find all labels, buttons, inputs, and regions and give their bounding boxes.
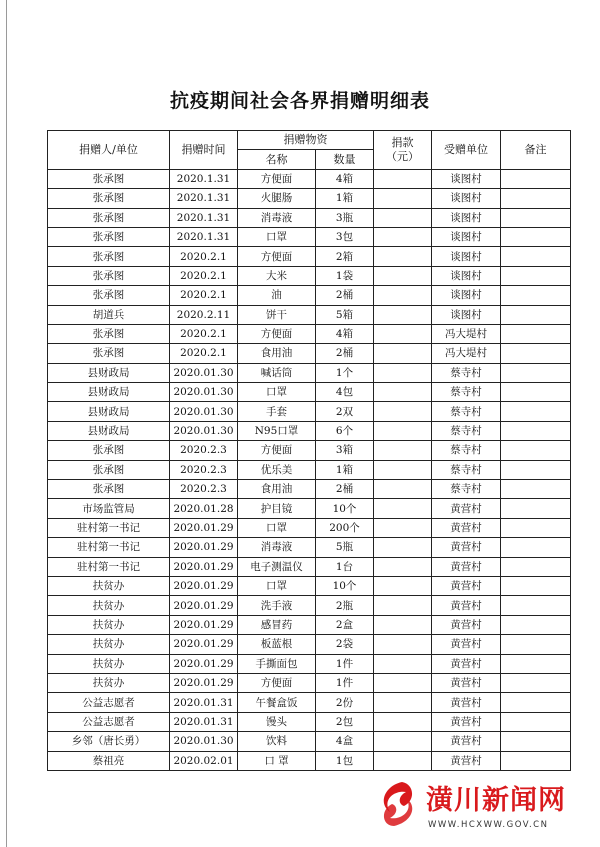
table-row: [48, 324, 571, 343]
cell-receiver: 黄营村: [432, 712, 501, 731]
header-receiver: 受赠单位: [432, 131, 501, 170]
cell-date: 2020.01.30: [170, 421, 238, 440]
cell-donor: 张承图: [48, 480, 170, 499]
cell-item: 午餐盒饭: [238, 693, 316, 712]
cell-donor: 扶贫办: [48, 654, 170, 673]
cell-receiver: 黄营村: [432, 538, 501, 557]
cell-receiver: 蔡寺村: [432, 460, 501, 479]
cell-donor: 公益志愿者: [48, 693, 170, 712]
cell-item: 口罩: [238, 227, 316, 246]
cell-donor: 胡道兵: [48, 305, 170, 324]
cell-note: [501, 266, 571, 285]
cell-note: [501, 402, 571, 421]
cell-receiver: 黄营村: [432, 576, 501, 595]
cell-qty: 1包: [316, 751, 374, 770]
table-row: [48, 538, 571, 557]
cell-date: 2020.01.29: [170, 557, 238, 576]
cell-note: [501, 518, 571, 537]
table-row: [48, 189, 571, 208]
cell-cash: [374, 402, 432, 421]
cell-item: 方便面: [238, 169, 316, 188]
cell-note: [501, 383, 571, 402]
cell-note: [501, 247, 571, 266]
cell-note: [501, 286, 571, 305]
cell-donor: 公益志愿者: [48, 712, 170, 731]
cell-qty: 3包: [316, 227, 374, 246]
cell-qty: 1个: [316, 363, 374, 382]
cell-cash: [374, 460, 432, 479]
cell-donor: 张承图: [48, 247, 170, 266]
cell-date: 2020.01.31: [170, 693, 238, 712]
cell-qty: 2袋: [316, 635, 374, 654]
cell-item: 板蓝根: [238, 635, 316, 654]
cell-qty: 2箱: [316, 247, 374, 266]
cell-date: 2020.1.31: [170, 169, 238, 188]
cell-donor: 张承图: [48, 324, 170, 343]
cell-note: [501, 751, 571, 770]
table-row: [48, 402, 571, 421]
cell-donor: 扶贫办: [48, 673, 170, 692]
cell-note: [501, 324, 571, 343]
cell-note: [501, 480, 571, 499]
cell-date: 2020.1.31: [170, 208, 238, 227]
table-row: [48, 518, 571, 537]
cell-date: 2020.02.01: [170, 751, 238, 770]
cell-donor: 张承图: [48, 189, 170, 208]
cell-cash: [374, 480, 432, 499]
table-row: [48, 615, 571, 634]
cell-donor: 市场监管局: [48, 499, 170, 518]
cell-note: [501, 227, 571, 246]
cell-note: [501, 712, 571, 731]
cell-cash: [374, 596, 432, 615]
table-row: [48, 576, 571, 595]
cell-item: 食用油: [238, 344, 316, 363]
cell-qty: 2份: [316, 693, 374, 712]
table-row: [48, 557, 571, 576]
cell-donor: 驻村第一书记: [48, 518, 170, 537]
watermark-logo: [372, 776, 582, 840]
cell-cash: [374, 227, 432, 246]
cell-qty: 2桶: [316, 344, 374, 363]
cell-donor: 扶贫办: [48, 596, 170, 615]
cell-item: 洗手液: [238, 596, 316, 615]
page-left-border: [6, 0, 7, 847]
cell-item: 饼干: [238, 305, 316, 324]
cell-item: 口罩: [238, 383, 316, 402]
table-row: [48, 712, 571, 731]
table-row: [48, 286, 571, 305]
cell-item: 喊话筒: [238, 363, 316, 382]
cell-item: 护目镜: [238, 499, 316, 518]
cell-note: [501, 673, 571, 692]
cell-cash: [374, 499, 432, 518]
cell-donor: 驻村第一书记: [48, 557, 170, 576]
table-row: [48, 460, 571, 479]
cell-qty: 1袋: [316, 266, 374, 285]
cell-date: 2020.01.29: [170, 596, 238, 615]
cell-date: 2020.1.31: [170, 189, 238, 208]
cell-item: 感冒药: [238, 615, 316, 634]
table-row: [48, 499, 571, 518]
cell-qty: 1件: [316, 673, 374, 692]
cell-item: 食用油: [238, 480, 316, 499]
table-row: [48, 227, 571, 246]
cell-donor: 张承图: [48, 208, 170, 227]
cell-qty: 2桶: [316, 480, 374, 499]
cell-donor: 驻村第一书记: [48, 538, 170, 557]
cell-date: 2020.01.29: [170, 654, 238, 673]
cell-receiver: 黄营村: [432, 654, 501, 673]
cell-cash: [374, 344, 432, 363]
cell-note: [501, 499, 571, 518]
cell-item: 饮料: [238, 732, 316, 751]
cell-cash: [374, 421, 432, 440]
cell-cash: [374, 247, 432, 266]
cell-date: 2020.01.30: [170, 363, 238, 382]
cell-cash: [374, 538, 432, 557]
cell-item: 油: [238, 286, 316, 305]
cell-date: 2020.01.30: [170, 402, 238, 421]
cell-note: [501, 305, 571, 324]
cell-receiver: 谈图村: [432, 189, 501, 208]
cell-date: 2020.01.29: [170, 518, 238, 537]
cell-note: [501, 732, 571, 751]
cell-receiver: 蔡寺村: [432, 421, 501, 440]
cell-cash: [374, 169, 432, 188]
cell-note: [501, 538, 571, 557]
cell-qty: 5箱: [316, 305, 374, 324]
cell-donor: 县财政局: [48, 383, 170, 402]
cell-qty: 4箱: [316, 169, 374, 188]
cell-receiver: 黄营村: [432, 673, 501, 692]
cell-note: [501, 693, 571, 712]
cell-date: 2020.01.30: [170, 732, 238, 751]
cell-cash: [374, 441, 432, 460]
cell-receiver: 蔡寺村: [432, 383, 501, 402]
cell-qty: 2盒: [316, 615, 374, 634]
cell-receiver: 谈图村: [432, 286, 501, 305]
table-row: [48, 635, 571, 654]
cell-receiver: 谈图村: [432, 169, 501, 188]
header-cash: 捐款 （元）: [374, 131, 432, 170]
watermark-brand: 潢川新闻网: [426, 785, 566, 816]
cell-date: 2020.2.1: [170, 286, 238, 305]
cell-note: [501, 169, 571, 188]
cell-cash: [374, 712, 432, 731]
cell-cash: [374, 518, 432, 537]
cell-qty: 4包: [316, 383, 374, 402]
cell-item: 手撕面包: [238, 654, 316, 673]
cell-qty: 2瓶: [316, 596, 374, 615]
cell-cash: [374, 305, 432, 324]
cell-date: 2020.2.1: [170, 266, 238, 285]
cell-cash: [374, 189, 432, 208]
table-row: [48, 247, 571, 266]
cell-receiver: 冯大堤村: [432, 324, 501, 343]
cell-receiver: 谈图村: [432, 227, 501, 246]
cell-note: [501, 615, 571, 634]
table-body: [48, 169, 571, 770]
header-date: 捐赠时间: [170, 131, 238, 170]
cell-item: N95口罩: [238, 421, 316, 440]
header-goods-qty: 数量: [316, 150, 374, 169]
cell-item: 口罩: [238, 576, 316, 595]
cell-receiver: 谈图村: [432, 247, 501, 266]
cell-donor: 蔡祖亮: [48, 751, 170, 770]
cell-donor: 张承图: [48, 460, 170, 479]
cell-note: [501, 460, 571, 479]
cell-qty: 6个: [316, 421, 374, 440]
cell-receiver: 黄营村: [432, 732, 501, 751]
cell-receiver: 谈图村: [432, 305, 501, 324]
cell-qty: 4箱: [316, 324, 374, 343]
cell-date: 2020.2.1: [170, 324, 238, 343]
cell-date: 2020.01.29: [170, 538, 238, 557]
cell-date: 2020.2.3: [170, 441, 238, 460]
cell-item: 方便面: [238, 441, 316, 460]
donation-table: [47, 130, 571, 771]
table-row: [48, 169, 571, 188]
cell-donor: 县财政局: [48, 402, 170, 421]
table-row: [48, 751, 571, 770]
cell-donor: 县财政局: [48, 363, 170, 382]
cell-receiver: 黄营村: [432, 615, 501, 634]
cell-note: [501, 189, 571, 208]
cell-cash: [374, 751, 432, 770]
cell-note: [501, 441, 571, 460]
cell-note: [501, 363, 571, 382]
cell-qty: 1件: [316, 654, 374, 673]
cell-date: 2020.01.29: [170, 615, 238, 634]
cell-donor: 乡邻（唐长勇）: [48, 732, 170, 751]
cell-donor: 扶贫办: [48, 576, 170, 595]
table-row: [48, 363, 571, 382]
watermark-url: WWW.HCXWW.GOV.CN: [428, 820, 549, 830]
cell-receiver: 蔡寺村: [432, 480, 501, 499]
cell-qty: 2双: [316, 402, 374, 421]
cell-receiver: 冯大堤村: [432, 344, 501, 363]
logo-swirl-icon: [372, 778, 424, 830]
cell-date: 2020.2.3: [170, 480, 238, 499]
cell-date: 2020.01.29: [170, 576, 238, 595]
cell-qty: 1箱: [316, 460, 374, 479]
cell-donor: 张承图: [48, 441, 170, 460]
cell-item: 大米: [238, 266, 316, 285]
cell-note: [501, 654, 571, 673]
cell-cash: [374, 654, 432, 673]
cell-date: 2020.1.31: [170, 227, 238, 246]
table-row: [48, 654, 571, 673]
cell-donor: 张承图: [48, 227, 170, 246]
cell-item: 方便面: [238, 324, 316, 343]
cell-receiver: 蔡寺村: [432, 441, 501, 460]
cell-note: [501, 344, 571, 363]
cell-qty: 1台: [316, 557, 374, 576]
cell-receiver: 谈图村: [432, 208, 501, 227]
cell-date: 2020.01.31: [170, 712, 238, 731]
table-row: [48, 673, 571, 692]
cell-cash: [374, 732, 432, 751]
header-goods-name: 名称: [238, 150, 316, 169]
cell-receiver: 蔡寺村: [432, 363, 501, 382]
cell-qty: 1箱: [316, 189, 374, 208]
cell-cash: [374, 363, 432, 382]
cell-note: [501, 635, 571, 654]
page-title: 抗疫期间社会各界捐赠明细表: [169, 90, 430, 112]
table-row: [48, 693, 571, 712]
cell-cash: [374, 693, 432, 712]
cell-cash: [374, 324, 432, 343]
cell-receiver: 黄营村: [432, 751, 501, 770]
cell-cash: [374, 286, 432, 305]
cell-donor: 扶贫办: [48, 635, 170, 654]
cell-donor: 县财政局: [48, 421, 170, 440]
cell-qty: 3箱: [316, 441, 374, 460]
cell-date: 2020.01.30: [170, 383, 238, 402]
cell-date: 2020.2.1: [170, 344, 238, 363]
table-row: [48, 305, 571, 324]
cell-date: 2020.2.1: [170, 247, 238, 266]
cell-cash: [374, 266, 432, 285]
cell-item: 消毒液: [238, 538, 316, 557]
cell-cash: [374, 615, 432, 634]
header-goods: 捐赠物资: [238, 131, 374, 150]
cell-receiver: 黄营村: [432, 518, 501, 537]
cell-date: 2020.01.29: [170, 673, 238, 692]
cell-note: [501, 208, 571, 227]
cell-item: 方便面: [238, 247, 316, 266]
table-row: [48, 421, 571, 440]
cell-cash: [374, 576, 432, 595]
cell-note: [501, 596, 571, 615]
cell-date: 2020.01.29: [170, 635, 238, 654]
cell-cash: [374, 557, 432, 576]
cell-date: 2020.2.3: [170, 460, 238, 479]
cell-donor: 张承图: [48, 344, 170, 363]
cell-item: 方便面: [238, 673, 316, 692]
cell-receiver: 蔡寺村: [432, 402, 501, 421]
table-row: [48, 596, 571, 615]
cell-date: 2020.2.11: [170, 305, 238, 324]
table-row: [48, 383, 571, 402]
table-row: [48, 732, 571, 751]
cell-item: 口罩: [238, 518, 316, 537]
table-row: [48, 441, 571, 460]
cell-note: [501, 421, 571, 440]
table-row: [48, 208, 571, 227]
cell-note: [501, 576, 571, 595]
cell-qty: 4盒: [316, 732, 374, 751]
cell-item: 电子测温仪: [238, 557, 316, 576]
cell-cash: [374, 383, 432, 402]
cell-date: 2020.01.28: [170, 499, 238, 518]
cell-item: 口 罩: [238, 751, 316, 770]
cell-item: 优乐美: [238, 460, 316, 479]
cell-donor: 张承图: [48, 169, 170, 188]
cell-note: [501, 557, 571, 576]
cell-qty: 3瓶: [316, 208, 374, 227]
cell-receiver: 黄营村: [432, 499, 501, 518]
cell-item: 消毒液: [238, 208, 316, 227]
table-row: [48, 344, 571, 363]
cell-item: 馒头: [238, 712, 316, 731]
cell-receiver: 黄营村: [432, 635, 501, 654]
cell-qty: 5瓶: [316, 538, 374, 557]
cell-qty: 200个: [316, 518, 374, 537]
cell-item: 手套: [238, 402, 316, 421]
table-row: [48, 266, 571, 285]
cell-donor: 张承图: [48, 266, 170, 285]
cell-receiver: 黄营村: [432, 557, 501, 576]
cell-qty: 2包: [316, 712, 374, 731]
cell-receiver: 黄营村: [432, 596, 501, 615]
header-note: 备注: [501, 131, 571, 170]
cell-cash: [374, 635, 432, 654]
cell-cash: [374, 673, 432, 692]
header-donor: 捐赠人/单位: [48, 131, 170, 170]
cell-donor: 张承图: [48, 286, 170, 305]
cell-donor: 扶贫办: [48, 615, 170, 634]
cell-qty: 10个: [316, 499, 374, 518]
cell-cash: [374, 208, 432, 227]
cell-item: 火腿肠: [238, 189, 316, 208]
table-row: [48, 480, 571, 499]
cell-receiver: 黄营村: [432, 693, 501, 712]
cell-qty: 10个: [316, 576, 374, 595]
cell-qty: 2桶: [316, 286, 374, 305]
cell-receiver: 谈图村: [432, 266, 501, 285]
